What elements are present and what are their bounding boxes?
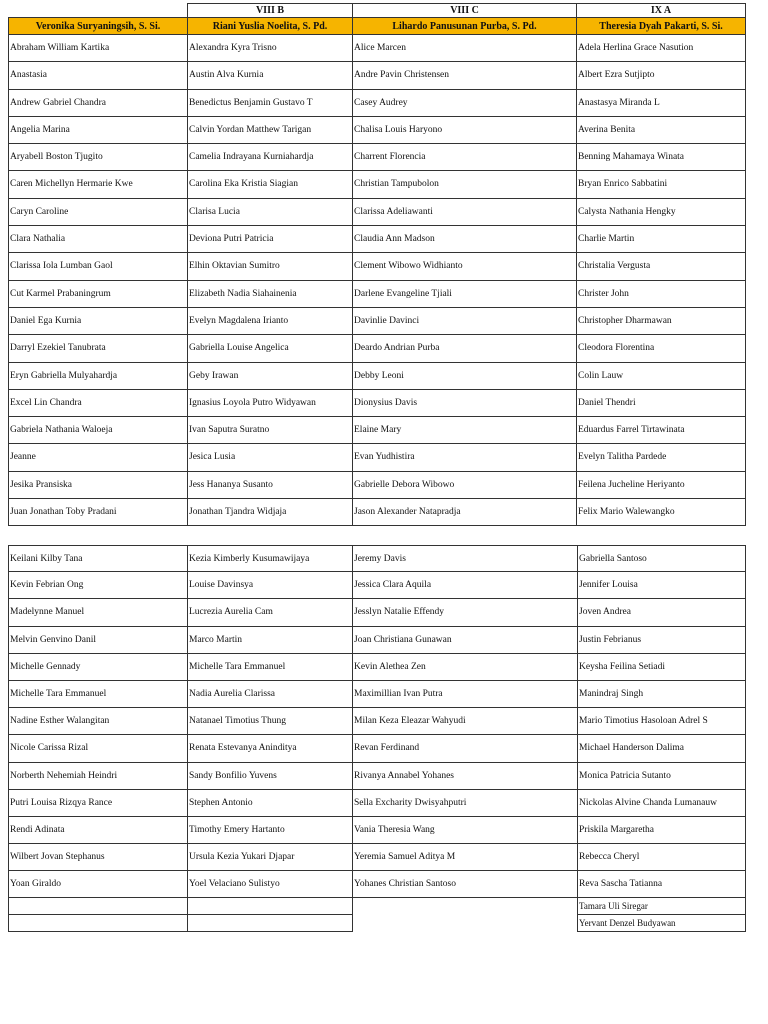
student-name-cell: Albert Ezra Sutjipto: [577, 62, 746, 89]
student-name-cell: Nadine Esther Walangitan: [8, 708, 188, 735]
student-name-cell: Christopher Dharmawan: [577, 308, 746, 335]
student-name-cell: Lucrezia Aurelia Cam: [188, 599, 353, 626]
student-name-cell: Anastasya Miranda L: [577, 90, 746, 117]
student-name-cell: Aryabell Boston Tjugito: [8, 144, 188, 171]
student-name-cell: Cut Karmel Prabaningrum: [8, 281, 188, 308]
student-name-cell: Keysha Feilina Setiadi: [577, 654, 746, 681]
student-column: [577, 35, 746, 526]
student-name-cell: Jennifer Louisa: [577, 572, 746, 599]
student-name-cell: Sandy Bonfilio Yuvens: [188, 763, 353, 790]
student-name-cell: Benedictus Benjamin Gustavo T: [188, 90, 353, 117]
student-name-cell: Elhin Oktavian Sumitro: [188, 253, 353, 280]
student-name-cell: Benning Mahamaya Winata: [577, 144, 746, 171]
student-name-cell: Calysta Nathania Hengky: [577, 199, 746, 226]
student-name-cell: Austin Alva Kurnia: [188, 62, 353, 89]
student-name-cell: Calvin Yordan Matthew Tarigan: [188, 117, 353, 144]
student-name-cell: Rebecca Cheryl: [577, 844, 746, 871]
student-name-cell: Nadia Aurelia Clarissa: [188, 681, 353, 708]
student-name-cell: Ignasius Loyola Putro Widyawan: [188, 390, 353, 417]
student-name-cell: Christian Tampubolon: [353, 171, 577, 198]
class-label: [8, 3, 188, 17]
student-name-cell: Revan Ferdinand: [353, 735, 577, 762]
student-name-cell: Gabriella Louise Angelica: [188, 335, 353, 362]
student-name-cell: Priskila Margaretha: [577, 817, 746, 844]
student-name-cell: Daniel Thendri: [577, 390, 746, 417]
teacher-name: Lihardo Panusunan Purba, S. Pd.: [353, 17, 577, 35]
student-name-cell: Renata Estevanya Aninditya: [188, 735, 353, 762]
empty-cell: [8, 898, 188, 915]
student-name-cell: Geby Irawan: [188, 363, 353, 390]
student-name-cell: Christalia Vergusta: [577, 253, 746, 280]
student-name-cell: Jeanne: [8, 444, 188, 471]
student-name-cell: Clarisa Lucia: [188, 199, 353, 226]
student-name-cell: Carolina Eka Kristia Siagian: [188, 171, 353, 198]
student-name-cell: Angelia Marina: [8, 117, 188, 144]
student-name-cell: Monica Patricia Sutanto: [577, 763, 746, 790]
student-name-cell: Jessica Clara Aquila: [353, 572, 577, 599]
student-name-cell: Ivan Saputra Suratno: [188, 417, 353, 444]
student-name-cell: Andre Pavin Christensen: [353, 62, 577, 89]
student-name-cell: Nicole Carissa Rizal: [8, 735, 188, 762]
student-name-cell: Evelyn Magdalena Irianto: [188, 308, 353, 335]
student-name-cell: Claudia Ann Madson: [353, 226, 577, 253]
student-name-cell: Cleodora Florentina: [577, 335, 746, 362]
student-name-cell: Charrent Florencia: [353, 144, 577, 171]
student-name-cell: Yervant Denzel Budyawan: [577, 915, 746, 932]
student-column: [188, 545, 353, 932]
student-column: [353, 35, 577, 526]
student-name-cell: Anastasia: [8, 62, 188, 89]
student-name-cell: Alexandra Kyra Trisno: [188, 35, 353, 62]
student-column: [353, 545, 577, 932]
student-name-cell: Evelyn Talitha Pardede: [577, 444, 746, 471]
class-header-row: [8, 3, 746, 17]
student-name-cell: Natanael Timotius Thung: [188, 708, 353, 735]
student-name-cell: Jesika Pransiska: [8, 472, 188, 499]
student-table-block-2: [8, 545, 746, 932]
student-name-cell: Norberth Nehemiah Heindri: [8, 763, 188, 790]
class-label: IX A: [577, 3, 746, 17]
student-name-cell: Clement Wibowo Widhianto: [353, 253, 577, 280]
student-name-cell: Charlie Martin: [577, 226, 746, 253]
student-column: [577, 545, 746, 932]
student-name-cell: Davinlie Davinci: [353, 308, 577, 335]
student-name-cell: Michelle Tara Emmanuel: [188, 654, 353, 681]
teacher-name: Veronika Suryaningsih, S. Si.: [8, 17, 188, 35]
student-name-cell: Jesica Lusia: [188, 444, 353, 471]
student-name-cell: Christer John: [577, 281, 746, 308]
student-name-cell: Jess Hananya Susanto: [188, 472, 353, 499]
student-name-cell: Juan Jonathan Toby Pradani: [8, 499, 188, 526]
student-name-cell: Gabriella Santoso: [577, 545, 746, 572]
student-name-cell: Wilbert Jovan Stephanus: [8, 844, 188, 871]
student-name-cell: Casey Audrey: [353, 90, 577, 117]
student-name-cell: Clarissa Iola Lumban Gaol: [8, 253, 188, 280]
student-name-cell: Darlene Evangeline Tjiali: [353, 281, 577, 308]
student-name-cell: Tamara Uli Siregar: [577, 898, 746, 915]
student-name-cell: Yeremia Samuel Aditya M: [353, 844, 577, 871]
student-name-cell: Reva Sascha Tatianna: [577, 871, 746, 898]
student-name-cell: Felix Mario Walewangko: [577, 499, 746, 526]
student-name-cell: Darryl Ezekiel Tanubrata: [8, 335, 188, 362]
student-name-cell: Dionysius Davis: [353, 390, 577, 417]
student-name-cell: Michelle Tara Emmanuel: [8, 681, 188, 708]
student-name-cell: Colin Lauw: [577, 363, 746, 390]
student-name-cell: Louise Davinsya: [188, 572, 353, 599]
student-name-cell: Maximillian Ivan Putra: [353, 681, 577, 708]
student-name-cell: Justin Febrianus: [577, 627, 746, 654]
student-name-cell: Michelle Gennady: [8, 654, 188, 681]
student-name-cell: Jeremy Davis: [353, 545, 577, 572]
student-name-cell: Kevin Febrian Ong: [8, 572, 188, 599]
class-label: VIII C: [353, 3, 577, 17]
student-name-cell: Jason Alexander Natapradja: [353, 499, 577, 526]
student-name-cell: Melvin Genvino Danil: [8, 627, 188, 654]
student-name-cell: Elaine Mary: [353, 417, 577, 444]
student-name-cell: Kevin Alethea Zen: [353, 654, 577, 681]
student-name-cell: Keilani Kilby Tana: [8, 545, 188, 572]
student-name-cell: Elizabeth Nadia Siahainenia: [188, 281, 353, 308]
student-name-cell: Excel Lin Chandra: [8, 390, 188, 417]
student-name-cell: Clara Nathalia: [8, 226, 188, 253]
student-name-cell: Milan Keza Eleazar Wahyudi: [353, 708, 577, 735]
student-name-cell: Madelynne Manuel: [8, 599, 188, 626]
student-name-cell: Nickolas Alvine Chanda Lumanauw: [577, 790, 746, 817]
empty-cell: [8, 915, 188, 932]
student-name-cell: Yoel Velaciano Sulistyo: [188, 871, 353, 898]
student-column: [8, 545, 188, 932]
student-name-cell: Mario Timotius Hasoloan Adrel S: [577, 708, 746, 735]
student-name-cell: Rendi Adinata: [8, 817, 188, 844]
student-name-cell: Bryan Enrico Sabbatini: [577, 171, 746, 198]
student-name-cell: Sella Excharity Dwisyahputri: [353, 790, 577, 817]
student-name-cell: Clarissa Adeliawanti: [353, 199, 577, 226]
student-name-cell: Deardo Andrian Purba: [353, 335, 577, 362]
student-name-cell: Yohanes Christian Santoso: [353, 871, 577, 898]
student-name-cell: Daniel Ega Kurnia: [8, 308, 188, 335]
student-name-cell: Gabrielle Debora Wibowo: [353, 472, 577, 499]
student-name-cell: Eduardus Farrel Tirtawinata: [577, 417, 746, 444]
student-name-cell: Gabriela Nathania Waloeja: [8, 417, 188, 444]
teacher-header-row: [8, 17, 746, 35]
student-name-cell: Andrew Gabriel Chandra: [8, 90, 188, 117]
student-table-block-1: [8, 35, 746, 526]
class-label: VIII B: [188, 3, 353, 17]
student-name-cell: Kezia Kimberly Kusumawijaya: [188, 545, 353, 572]
empty-cell: [188, 915, 353, 932]
student-name-cell: Ursula Kezia Yukari Djapar: [188, 844, 353, 871]
student-name-cell: Chalisa Louis Haryono: [353, 117, 577, 144]
student-column: [188, 35, 353, 526]
teacher-name: Theresia Dyah Pakarti, S. Si.: [577, 17, 746, 35]
student-name-cell: Deviona Putri Patricia: [188, 226, 353, 253]
student-name-cell: Michael Handerson Dalima: [577, 735, 746, 762]
student-name-cell: Joan Christiana Gunawan: [353, 627, 577, 654]
student-name-cell: Yoan Giraldo: [8, 871, 188, 898]
student-column: [8, 35, 188, 526]
student-name-cell: Camelia Indrayana Kurniahardja: [188, 144, 353, 171]
student-name-cell: Eryn Gabriella Mulyahardja: [8, 363, 188, 390]
empty-cell: [188, 898, 353, 915]
student-name-cell: Putri Louisa Rizqya Rance: [8, 790, 188, 817]
student-name-cell: Adela Herlina Grace Nasution: [577, 35, 746, 62]
student-name-cell: Evan Yudhistira: [353, 444, 577, 471]
student-name-cell: Timothy Emery Hartanto: [188, 817, 353, 844]
student-name-cell: Jonathan Tjandra Widjaja: [188, 499, 353, 526]
student-name-cell: Jesslyn Natalie Effendy: [353, 599, 577, 626]
student-name-cell: Caryn Caroline: [8, 199, 188, 226]
student-name-cell: Debby Leoni: [353, 363, 577, 390]
student-name-cell: Alice Marcen: [353, 35, 577, 62]
student-name-cell: Caren Michellyn Hermarie Kwe: [8, 171, 188, 198]
student-name-cell: Vania Theresia Wang: [353, 817, 577, 844]
student-name-cell: Joven Andrea: [577, 599, 746, 626]
student-name-cell: Marco Martin: [188, 627, 353, 654]
student-name-cell: Rivanya Annabel Yohanes: [353, 763, 577, 790]
teacher-name: Riani Yuslia Noelita, S. Pd.: [188, 17, 353, 35]
student-name-cell: Manindraj Singh: [577, 681, 746, 708]
student-name-cell: Feilena Jucheline Heriyanto: [577, 472, 746, 499]
student-name-cell: Averina Benita: [577, 117, 746, 144]
student-name-cell: Stephen Antonio: [188, 790, 353, 817]
student-name-cell: Abraham William Kartika: [8, 35, 188, 62]
